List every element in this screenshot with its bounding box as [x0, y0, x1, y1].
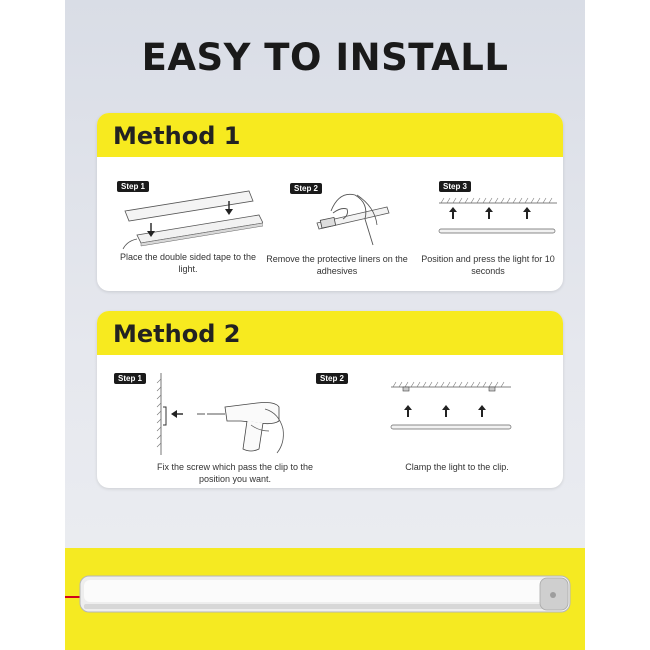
method-2-step-2-caption: Clamp the light to the clip.: [405, 462, 509, 472]
page-title: EASY TO INSTALL: [141, 36, 509, 79]
method-1-step-3-badge: Step 3: [439, 181, 471, 192]
method-1-step-2-caption: Remove the protective liners on the adhesives: [266, 254, 408, 276]
method-1-step-2-badge: Step 2: [290, 183, 322, 194]
method-2-title: Method 2: [113, 320, 241, 348]
method-1-title: Method 1: [113, 122, 241, 150]
method-1-step-3-caption: Position and press the light for 10 seconds: [421, 254, 555, 276]
method-2-step-1-badge: Step 1: [114, 373, 146, 384]
method-2-step-1-caption: Fix the screw which pass the clip to the position you want.: [156, 462, 314, 484]
method-1-step-1-caption: Place the double sided tape to the light.: [119, 252, 257, 274]
method-1-step-1-badge: Step 1: [117, 181, 149, 192]
method-2-step-2-badge: Step 2: [316, 373, 348, 384]
